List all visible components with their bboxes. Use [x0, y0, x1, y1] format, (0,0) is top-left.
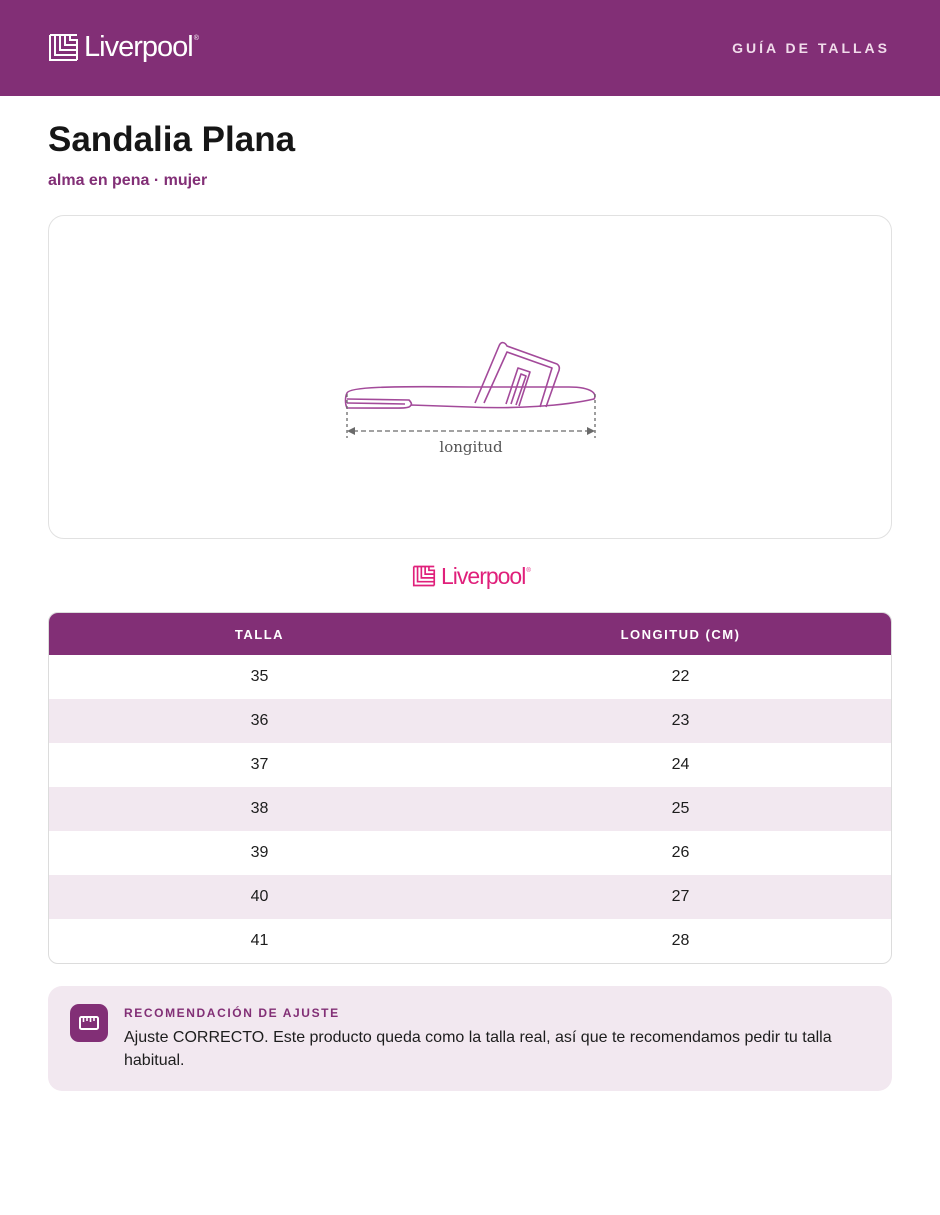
- registered-mark: ®: [526, 568, 531, 574]
- registered-mark: ®: [193, 35, 199, 42]
- fit-recommendation-box: [48, 986, 892, 1091]
- table-row: [49, 875, 891, 919]
- length-cell: 28: [671, 932, 690, 949]
- length-cell: 27: [671, 888, 690, 905]
- fit-recommendation-title: RECOMENDACIÓN DE AJUSTE: [124, 1006, 340, 1020]
- size-table: [48, 612, 892, 964]
- table-header: [49, 613, 891, 655]
- size-cell: 38: [250, 800, 269, 817]
- liverpool-logo[interactable]: [48, 29, 199, 65]
- liverpool-logo-secondary: [412, 562, 531, 590]
- length-cell: 26: [671, 844, 690, 861]
- size-cell: 40: [250, 888, 269, 905]
- column-header-size: TALLA: [234, 626, 285, 642]
- table-row: [49, 831, 891, 875]
- length-cell: 22: [671, 668, 690, 685]
- logo-wordmark: Liverpool: [441, 562, 526, 589]
- liverpool-logo-icon: [48, 33, 79, 62]
- table-row: [49, 699, 891, 743]
- ruler-icon: [70, 1004, 108, 1042]
- length-cell: 24: [671, 756, 690, 773]
- product-title: Sandalia Plana: [48, 120, 296, 159]
- size-guide-link[interactable]: GUÍA DE TALLAS: [732, 40, 890, 56]
- column-header-length: LONGITUD (CM): [620, 626, 741, 642]
- top-header: [0, 0, 940, 96]
- measure-label: longitud: [439, 438, 503, 456]
- size-cell: 35: [250, 668, 269, 685]
- size-cell: 39: [250, 844, 269, 861]
- liverpool-logo-icon: [412, 565, 436, 587]
- size-cell: 41: [250, 932, 269, 949]
- product-subtitle: alma en pena · mujer: [48, 172, 208, 189]
- sandal-diagram-icon: [49, 216, 893, 540]
- logo-wordmark: Liverpool: [84, 30, 193, 63]
- table-body: [49, 655, 891, 963]
- product-illustration-card: [48, 215, 892, 539]
- table-row: [49, 655, 891, 699]
- fit-recommendation-text: Ajuste CORRECTO. Este producto queda como la talla real, así que te recomendamos pedir tu talla habitual.: [124, 1029, 832, 1069]
- size-cell: 37: [250, 756, 269, 773]
- table-row: [49, 787, 891, 831]
- length-cell: 25: [671, 800, 690, 817]
- table-row: [49, 919, 891, 963]
- table-row: [49, 743, 891, 787]
- size-cell: 36: [250, 712, 269, 729]
- length-cell: 23: [671, 712, 690, 729]
